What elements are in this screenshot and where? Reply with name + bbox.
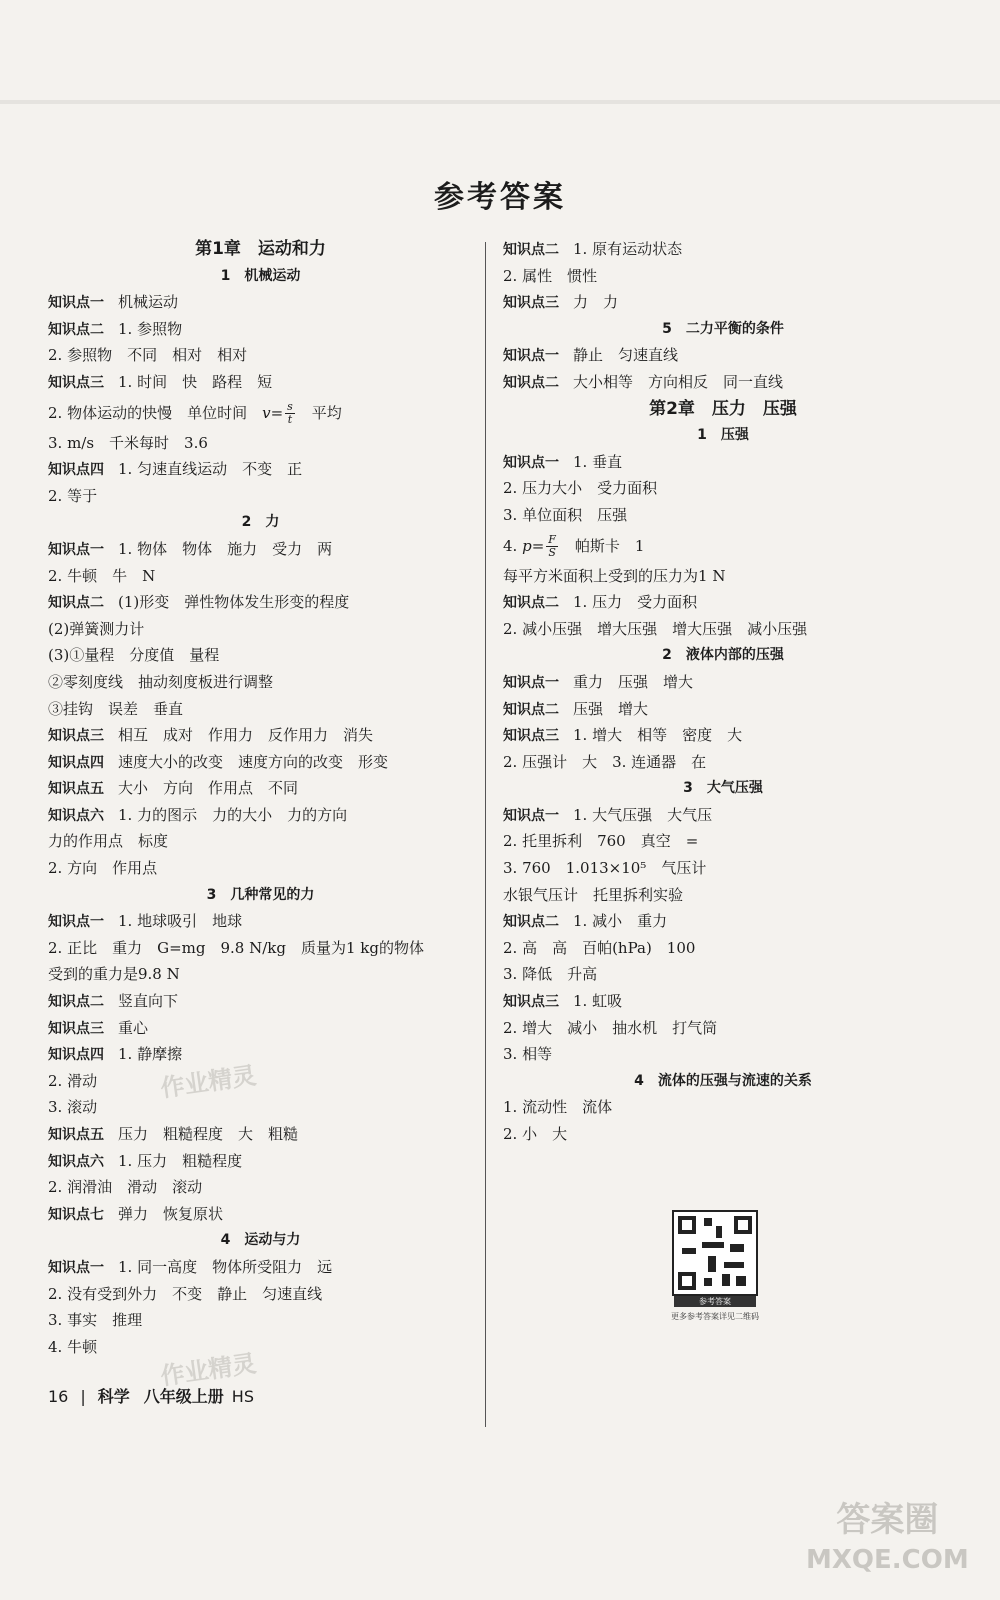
fraction-numerator: s <box>287 400 293 414</box>
answer-line: 受到的重力是9.8 N <box>48 965 180 984</box>
answer-text: 1. 原有运动状态 <box>573 240 683 258</box>
answer-line: 2. 参照物 不同 相对 相对 <box>48 346 248 365</box>
answer-item <box>503 589 943 616</box>
answer-line: 3. 单位面积 压强 <box>503 505 628 524</box>
answer-text: 平均 <box>296 403 342 422</box>
answer-item <box>503 289 943 316</box>
answer-line: (3)①量程 分度值 量程 <box>48 646 220 665</box>
stamp-line-1: 答案圈 <box>836 1500 939 1540</box>
answer-text: 1. 参照物 <box>118 319 183 338</box>
knowledge-point-label: 知识点六 <box>48 1153 104 1170</box>
answer-line: 力的作用点 标度 <box>48 832 169 851</box>
answer-item <box>503 988 943 1015</box>
knowledge-point-label: 知识点二 <box>503 242 559 258</box>
page-footer <box>48 1384 254 1407</box>
knowledge-point-label: 知识点一 <box>48 914 104 931</box>
answer-text: 压力 粗糙程度 大 粗糙 <box>118 1125 299 1143</box>
answer-text: 相互 成对 作用力 反作用力 消失 <box>118 726 374 745</box>
answer-item <box>503 369 943 396</box>
answer-text: 1. 压力 受力面积 <box>573 593 698 612</box>
answer-text: 压强 增大 <box>573 699 649 718</box>
answer-line: 2. 润滑油 滑动 滚动 <box>48 1178 203 1197</box>
knowledge-point-label: 知识点一 <box>503 454 559 471</box>
answer-text: 重力 压强 增大 <box>573 672 694 691</box>
section-heading: 3 几种常见的力 <box>206 886 315 903</box>
knowledge-point-label: 知识点二 <box>503 595 559 612</box>
answer-text: 1. 匀速直线运动 不变 正 <box>118 460 303 479</box>
knowledge-point-label: 知识点一 <box>503 674 559 691</box>
answer-item <box>503 696 943 723</box>
answer-line: ②零刻度线 抽动刻度板进行调整 <box>48 672 274 691</box>
answer-text: 重心 <box>118 1018 149 1037</box>
chapter-heading: 第1章 运动和力 <box>195 239 326 259</box>
answer-text: 1. 减小 重力 <box>573 912 668 931</box>
knowledge-point-label: 知识点五 <box>48 781 104 798</box>
answer-line: 4. 牛顿 <box>48 1337 98 1356</box>
answer-text: 1. 力的图示 力的大小 力的方向 <box>118 805 348 824</box>
right-column <box>503 236 943 1148</box>
answer-item <box>48 289 473 316</box>
answer-item <box>503 449 943 476</box>
answer-text: 4. <box>503 536 523 555</box>
edition-label: HS <box>231 1387 254 1406</box>
knowledge-point-label: 知识点三 <box>503 994 559 1011</box>
knowledge-point-label: 知识点一 <box>48 541 104 558</box>
knowledge-point-label: 知识点二 <box>503 914 559 931</box>
answer-line: (2)弹簧测力计 <box>48 619 145 638</box>
knowledge-point-label: 知识点四 <box>48 462 104 479</box>
page-title: 参考答案 <box>434 180 566 215</box>
knowledge-point-label: 知识点二 <box>503 374 559 391</box>
answer-line: 每平方米面积上受到的压力为1 N <box>503 566 726 585</box>
answer-item <box>48 316 473 343</box>
fraction <box>285 401 295 426</box>
knowledge-point-label: 知识点三 <box>48 374 104 391</box>
section-heading: 1 压强 <box>697 427 749 444</box>
answer-text: 1. 增大 相等 密度 大 <box>573 726 743 745</box>
knowledge-point-label: 知识点二 <box>48 994 104 1011</box>
chapter-heading: 第2章 压力 压强 <box>649 398 797 419</box>
formula-variable: v= <box>262 403 284 422</box>
answer-text: 1. 虹吸 <box>573 992 623 1011</box>
site-stamp-logo <box>806 1500 969 1580</box>
knowledge-point-label: 知识点二 <box>48 321 104 338</box>
fraction <box>546 534 558 559</box>
section-heading: 5 二力平衡的条件 <box>662 320 784 337</box>
section-heading: 1 机械运动 <box>220 267 301 284</box>
answer-item <box>48 1121 473 1148</box>
watermark: 作业精灵 <box>158 1349 258 1391</box>
section-heading: 2 力 <box>241 514 280 531</box>
fraction-denominator: t <box>287 413 293 427</box>
answer-item <box>48 589 473 616</box>
grade-label: 八年级上册 <box>143 1387 224 1406</box>
section-heading: 4 运动与力 <box>220 1232 301 1249</box>
answer-text: 1. 静摩擦 <box>118 1045 183 1064</box>
fraction-numerator: F <box>548 533 556 547</box>
answer-text: 力 力 <box>573 293 619 312</box>
qr-code-icon[interactable] <box>672 1210 758 1296</box>
answer-line: 2. 压力大小 受力面积 <box>503 479 658 498</box>
answer-line: 3. 事实 推理 <box>48 1311 143 1330</box>
answer-item <box>48 1201 473 1228</box>
knowledge-point-label: 知识点四 <box>48 754 104 771</box>
answer-item <box>48 908 473 935</box>
answer-item <box>48 1148 473 1175</box>
answer-item <box>48 456 473 483</box>
stamp-line-2: MXQE.COM <box>806 1545 969 1575</box>
answer-item <box>48 775 473 802</box>
qr-label: 参考答案 <box>674 1296 756 1307</box>
answer-line: 2. 没有受到外力 不变 静止 匀速直线 <box>48 1284 323 1303</box>
answer-item <box>503 908 943 935</box>
answer-item <box>48 988 473 1015</box>
answer-line: 水银气压计 托里拆利实验 <box>503 885 684 904</box>
answer-item <box>503 802 943 829</box>
formula-line <box>503 529 943 563</box>
answer-text: 1. 同一高度 物体所受阻力 远 <box>118 1257 333 1276</box>
answer-text: 1. 垂直 <box>573 452 623 471</box>
answer-item <box>48 722 473 749</box>
answer-line: 2. 属性 惯性 <box>503 266 598 285</box>
left-column <box>48 236 473 1360</box>
column-divider <box>485 242 486 1427</box>
answer-line: 3. 相等 <box>503 1045 553 1064</box>
answer-text: 大小 方向 作用点 不同 <box>118 779 299 798</box>
answer-line: 2. 小 大 <box>503 1125 568 1143</box>
section-heading: 4 流体的压强与流速的关系 <box>634 1072 812 1089</box>
answer-item <box>48 369 473 396</box>
answer-text: 大小相等 方向相反 同一直线 <box>573 372 784 391</box>
page-number: 16 <box>48 1387 69 1406</box>
answer-item <box>503 342 943 369</box>
answer-line: 3. 降低 升高 <box>503 965 598 984</box>
answer-item <box>48 1254 473 1281</box>
answer-text: 速度大小的改变 速度方向的改变 形变 <box>118 752 389 771</box>
answer-line: 2. 等于 <box>48 486 98 505</box>
knowledge-point-label: 知识点六 <box>48 807 104 824</box>
answer-line: 2. 牛顿 牛 N <box>48 566 156 585</box>
knowledge-point-label: 知识点三 <box>48 728 104 745</box>
answer-item <box>503 722 943 749</box>
answer-line: 2. 高 高 百帕(hPa) 100 <box>503 938 696 957</box>
answer-text: 1. 时间 快 路程 短 <box>118 372 273 391</box>
qr-code-block[interactable] <box>655 1210 775 1322</box>
answer-line: 3. 滚动 <box>48 1098 98 1117</box>
formula-variable: p= <box>522 536 545 555</box>
footer-separator: | <box>80 1387 86 1406</box>
knowledge-point-label: 知识点二 <box>503 701 559 718</box>
qr-caption: 更多参考答案详见二维码 <box>671 1312 759 1321</box>
knowledge-point-label: 知识点二 <box>48 595 104 612</box>
answer-text: 弹力 恢复原状 <box>118 1204 224 1223</box>
answer-line: 3. 760 1.013×10⁵ 气压计 <box>503 859 707 878</box>
answer-text: 竖直向下 <box>118 992 179 1011</box>
answer-text: 静止 匀速直线 <box>573 346 679 365</box>
answer-line: 2. 压强计 大 3. 连通器 在 <box>503 752 707 771</box>
answer-text: 1. 大气压强 大气压 <box>573 805 713 824</box>
answer-line: 2. 滑动 <box>48 1071 98 1090</box>
answer-line: 2. 托里拆利 760 真空 = <box>503 832 699 851</box>
knowledge-point-label: 知识点一 <box>503 807 559 824</box>
answer-line: 2. 正比 重力 G=mg 9.8 N/kg 质量为1 kg的物体 <box>48 938 424 957</box>
answer-text: 帕斯卡 1 <box>559 536 645 555</box>
subject-label: 科学 <box>97 1387 130 1406</box>
knowledge-point-label: 知识点七 <box>48 1206 104 1223</box>
answer-item <box>48 749 473 776</box>
answer-text: 机械运动 <box>118 293 179 312</box>
answer-line: 3. m/s 千米每时 3.6 <box>48 433 208 452</box>
answer-item <box>48 1041 473 1068</box>
answer-line: 1. 流动性 流体 <box>503 1098 613 1117</box>
answer-item <box>48 1015 473 1042</box>
answer-item <box>48 802 473 829</box>
knowledge-point-label: 知识点一 <box>48 295 104 312</box>
knowledge-point-label: 知识点三 <box>503 728 559 745</box>
answer-text: 1. 压力 粗糙程度 <box>118 1151 243 1170</box>
answer-item <box>48 536 473 563</box>
answer-item <box>503 236 943 263</box>
knowledge-point-label: 知识点一 <box>48 1259 104 1276</box>
watermark: 作业精灵 <box>158 1061 258 1103</box>
answer-line: 2. 减小压强 增大压强 增大压强 减小压强 <box>503 619 808 638</box>
knowledge-point-label: 知识点四 <box>48 1047 104 1064</box>
fraction-denominator: S <box>548 546 556 560</box>
answer-line: ③挂钩 误差 垂直 <box>48 699 184 718</box>
answer-line: 2. 方向 作用点 <box>48 859 158 878</box>
answer-line: 2. 增大 减小 抽水机 打气筒 <box>503 1018 718 1037</box>
knowledge-point-label: 知识点三 <box>503 295 559 312</box>
answer-text: 2. 物体运动的快慢 单位时间 <box>48 403 263 422</box>
knowledge-point-label: 知识点一 <box>503 348 559 365</box>
scan-artifact <box>0 100 1000 104</box>
answer-item <box>503 669 943 696</box>
answer-text: 1. 地球吸引 地球 <box>118 912 243 931</box>
answer-text: (1)形变 弹性物体发生形变的程度 <box>118 593 350 612</box>
section-heading: 3 大气压强 <box>683 780 763 797</box>
answer-text: 1. 物体 物体 施力 受力 两 <box>118 539 333 558</box>
formula-line <box>48 396 473 430</box>
knowledge-point-label: 知识点三 <box>48 1020 104 1037</box>
knowledge-point-label: 知识点五 <box>48 1127 104 1143</box>
section-heading: 2 液体内部的压强 <box>662 647 784 664</box>
